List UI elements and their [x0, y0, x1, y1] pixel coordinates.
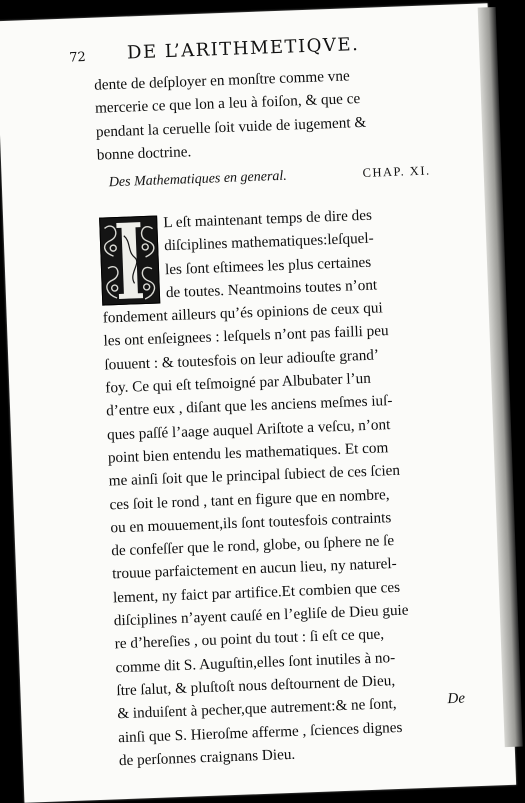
text-line: ou en mouuement,ils ſont toutesfois contraints: [110, 508, 392, 537]
text-line: diſciplines mathematiques:leſquel-: [163, 229, 374, 255]
text-line: fondement ailleurs qu’és opinions de ceux qui: [102, 299, 383, 327]
book-page: [0, 3, 516, 803]
top-paragraph: [94, 61, 453, 167]
chapter-heading: [109, 163, 449, 191]
text-line: dente de deſployer en monſtre comme vne: [93, 67, 350, 94]
text-line: re d’hereſies , ou point du tout : ſi eſt ce que,: [114, 625, 385, 653]
text-line: les ont enſeignees : leſquels n’ont pas failli peu: [103, 322, 389, 351]
text-line: ainſi que S. Hieroſme afferme , ſciences dignes: [117, 718, 403, 746]
text-line: diſciplines n’ayent cauſé en l’egliſe de Dieu guie: [113, 601, 409, 630]
chapter-title: Des Mathematiques en general.: [108, 168, 288, 191]
text-line: & induiſent à pecher,que autrement:& ne ſont,: [116, 695, 397, 723]
text-line: me ainſi ſoit que le principal ſubiect de ces ſcien: [108, 462, 401, 490]
text-line: d’entre eux , diſant que les anciens meſmes iuſ-: [105, 392, 393, 420]
text-line: pendant la ceruelle ſoit vuide de iugement &: [95, 113, 367, 141]
text-line: ces ſoit le rond , tant en figure que en nombre,: [109, 485, 390, 513]
text-line: ſtre ſalut, & pluſtoſt nous deſtournent de Dieu,: [116, 672, 396, 700]
text-line: bonne doctrine.: [96, 143, 192, 164]
text-line: trouue parfaictement en aucun lieu, ny naturel-: [111, 555, 397, 583]
text-line: comme dit S. Auguſtin,elles ſont inutiles à no-: [115, 648, 396, 676]
page-number: 72: [68, 50, 87, 66]
text-line: ques paſſé l’aage auquel Ariſtote a veſcu, n’ont: [106, 415, 391, 444]
text-line: de confeſſer que le rond, globe, ou ſphere ne ſe: [111, 532, 395, 560]
text-line: ſouuent : & toutesfois on leur adiouſte grand’: [104, 346, 380, 374]
text-line: point bien entendu les mathematiques. Et com: [107, 439, 389, 467]
chapter-number: CHAP. XI.: [362, 163, 431, 180]
text-line: les ſont eſtimees les plus certaines: [164, 253, 372, 278]
text-line: mercerie ce que lon a leu à foiſon, & que ce: [94, 90, 361, 117]
text-line: lement, ny faict par artifice.Et combien que ces: [112, 578, 401, 607]
chapter-body: [99, 201, 475, 773]
page-gutter: [478, 7, 523, 747]
catchword: De: [447, 690, 466, 708]
text-line: de toutes. Neantmoins toutes n’ont: [165, 276, 378, 302]
running-title: DE L’ARITHMETIQVE.: [126, 33, 360, 64]
text-line: L eſt maintenant temps de dire des: [163, 206, 373, 232]
text-line: de perſonnes craignans Dieu.: [118, 745, 296, 770]
text-line: foy. Ce qui eſt teſmoigné par Albubater l’un: [105, 369, 372, 397]
